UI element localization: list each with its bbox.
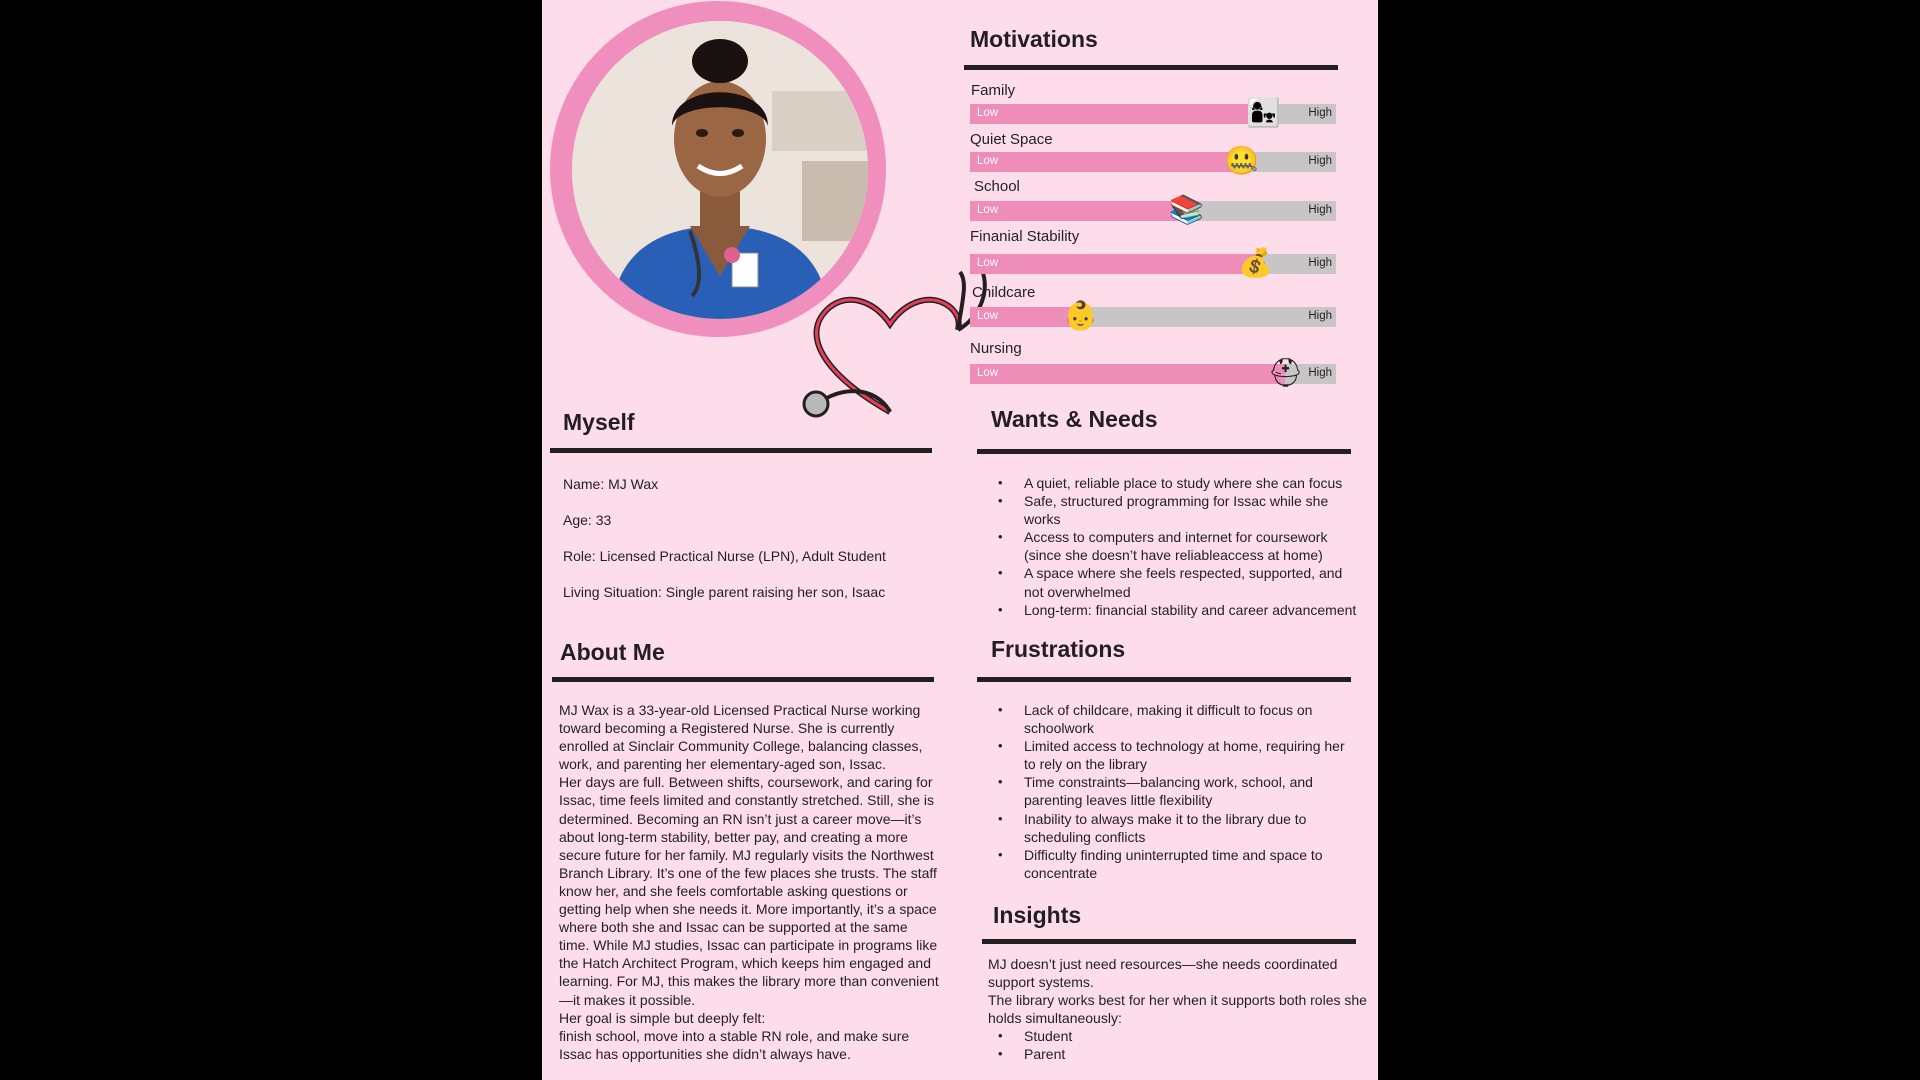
insights-line: MJ doesn’t just need resources—she needs coordinated support systems. [988,956,1338,991]
list-item: • Time constraints—balancing work, school, and parenting leaves little flexibility [988,773,1360,809]
persona-page [542,0,1378,1080]
motivation-bar-fill [970,364,1285,384]
bar-high-label: High [1308,155,1332,167]
list-item: • Difficulty finding uninterrupted time and space to concentrate [988,846,1360,882]
motivation-label: Childcare [972,284,1036,301]
motivation-bar-fill [970,201,1186,221]
about-paragraph: MJ Wax is a 33-year-old Licensed Practical Nurse working toward becoming a Registered Nurse. She is currently enrolled at Sinclair Community College, balancing classes, work, and parenting her elementary-aged son, Issac. [559,702,923,773]
myself-title: Myself [563,409,635,435]
quiet-face-icon: 🤐 [1224,145,1259,176]
motivation-bar [970,247,1336,278]
list-item: • A space where she feels respected, supported, and not overwhelmed [988,564,1360,600]
about-rule [552,677,934,682]
bar-low-label: Low [977,155,999,167]
list-item: • Student [988,1027,1368,1045]
baby-icon: 👶 [1063,300,1098,331]
list-item: • Access to computers and internet for coursework (since she doesn’t have reliableaccess at home) [988,528,1360,564]
bar-high-label: High [1308,367,1332,379]
motivation-bar [970,145,1336,176]
motivation-label: School [974,178,1020,195]
insights-line: The library works best for her when it supports both roles she holds simultaneously: [988,992,1367,1027]
bar-high-label: High [1308,204,1332,216]
bar-high-label: High [1308,257,1332,269]
bar-low-label: Low [977,367,999,379]
frustrations-list [988,701,1360,882]
bar-low-label: Low [977,310,999,322]
bar-low-label: Low [977,257,999,269]
bar-low-label: Low [977,204,999,216]
motivation-label: Quiet Space [970,131,1053,148]
family-icon: 👩‍👧 [1246,97,1281,128]
list-item: • A quiet, reliable place to study where she can focus [988,474,1360,492]
insights-text [988,955,1368,1064]
myself-role: Role: Licensed Practical Nurse (LPN), Adult Student [563,548,886,564]
motivations-rule [964,65,1338,70]
list-item: • Lack of childcare, making it difficult to focus on schoolwork [988,701,1360,737]
about-paragraph: Her days are full. Between shifts, coursework, and caring for Issac, time feels limited and constantly stretched. Still, she is determined. Becoming an RN isn’t just a career move—it’s about long-term stability, better pay, and creating a more secure future for her family. MJ regularly visits the Northwest Branch Library. It’s one of the few places she trusts. The staff know her, and she feels comfortable asking questions or getting help when she needs it. More importantly, it’s a space where both she and Issac can be supported at the same time. While MJ studies, Issac can participate in programs like the Hatch Architect Program, which keeps him engaged and learning. For MJ, this makes the library more than convenient—it makes it possible. [559,774,939,1008]
motivation-bar [970,194,1336,225]
insights-title: Insights [993,902,1082,928]
motivation-label: Family [971,82,1016,99]
bar-high-label: High [1308,310,1332,322]
motivation-bar [970,357,1336,388]
motivation-bar-fill [970,152,1241,172]
about-title: About Me [560,639,665,665]
about-paragraph: finish school, move into a stable RN role, and make sure Issac has opportunities she didn’t always have. [559,1027,910,1062]
motivation-bar-fill [970,254,1255,274]
wants-title: Wants & Needs [991,406,1158,432]
myself-rule [550,448,932,453]
myself-name: Name: MJ Wax [563,476,659,492]
list-item: • Safe, structured programming for Issac while she works [988,492,1360,528]
bar-high-label: High [1308,107,1332,119]
motivation-label: Finanial Stability [970,228,1080,245]
money-bag-icon: 💰 [1238,247,1273,278]
list-item: • Limited access to technology at home, requiring her to rely on the library [988,737,1360,773]
list-item: • Long-term: financial stability and career advancement [988,601,1360,619]
frustrations-title: Frustrations [991,636,1126,662]
motivation-bar [970,300,1336,331]
myself-age: Age: 33 [563,512,612,528]
wants-list [988,474,1360,619]
stethoscope-icon [790,262,990,422]
motivation-label: Nursing [970,340,1022,357]
frustrations-rule [977,677,1351,682]
myself-living: Living Situation: Single parent raising her son, Isaac [563,584,886,600]
insights-list [988,1027,1368,1063]
about-text [559,701,939,1063]
about-paragraph: Her goal is simple but deeply felt: [559,1009,766,1026]
bar-low-label: Low [977,107,999,119]
list-item: • Inability to always make it to the library due to scheduling conflicts [988,810,1360,846]
list-item: • Parent [988,1045,1368,1063]
insights-rule [982,939,1356,944]
motivation-bar-fill [970,104,1263,124]
motivations-title: Motivations [970,26,1098,52]
books-icon: 📚 [1169,194,1204,225]
motivation-bar [970,97,1336,128]
nurse-cap-icon: ⛑ [1268,357,1304,388]
wants-rule [977,449,1351,454]
